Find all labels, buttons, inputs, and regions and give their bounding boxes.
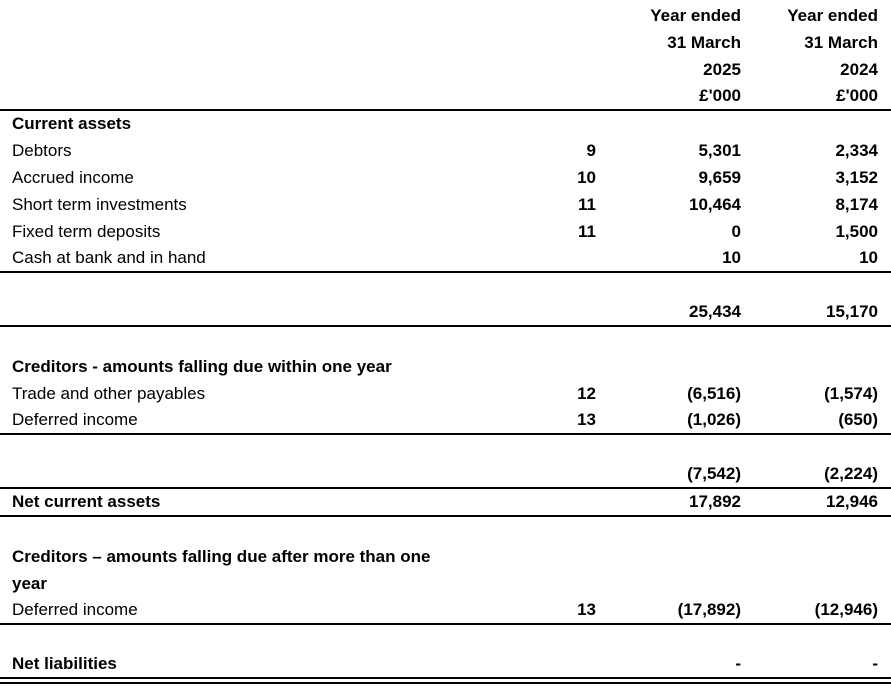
note-ref bbox=[466, 110, 596, 137]
spacer-cell bbox=[0, 516, 466, 543]
amount-2025: (7,542) bbox=[596, 461, 741, 488]
section-heading-text: Creditors – amounts falling due after more than one year bbox=[12, 547, 431, 593]
col-header-2025: Year ended bbox=[650, 6, 741, 25]
spacer-cell bbox=[466, 272, 596, 299]
amount-2024: 2,334 bbox=[835, 141, 878, 160]
row-current-assets-heading bbox=[0, 110, 891, 137]
note-ref bbox=[466, 651, 596, 681]
amount-2025 bbox=[596, 543, 741, 597]
note-ref: 12 bbox=[577, 384, 596, 403]
amount-2025: 10,464 bbox=[689, 195, 741, 214]
header-spacer bbox=[0, 29, 466, 56]
spacer-cell bbox=[466, 326, 596, 353]
note-ref: 11 bbox=[578, 222, 596, 241]
spacer-cell bbox=[596, 624, 741, 651]
row-net-current-assets bbox=[0, 488, 891, 516]
row-label: Fixed term deposits bbox=[12, 222, 161, 241]
amount-2024: 12,946 bbox=[741, 488, 891, 516]
amount-2025: (17,892) bbox=[596, 597, 741, 624]
amount-2025: 10 bbox=[596, 245, 741, 272]
spacer-row bbox=[0, 272, 891, 299]
col-header-2025: 31 March bbox=[667, 33, 741, 52]
header-row-units bbox=[0, 83, 891, 110]
row-creditors-after-one-year-heading bbox=[0, 543, 891, 597]
row-label: Net liabilities bbox=[0, 651, 466, 681]
spacer-cell bbox=[596, 516, 741, 543]
spacer-cell bbox=[0, 326, 466, 353]
spacer-cell bbox=[0, 624, 466, 651]
note-ref bbox=[466, 461, 596, 488]
row-label: Cash at bank and in hand bbox=[0, 245, 466, 272]
col-header-2024: 2024 bbox=[840, 60, 878, 79]
amount-2024: 8,174 bbox=[835, 195, 878, 214]
spacer-cell bbox=[0, 272, 466, 299]
row-label bbox=[0, 299, 466, 326]
spacer-cell bbox=[596, 326, 741, 353]
note-ref bbox=[466, 543, 596, 597]
section-heading: Current assets bbox=[12, 114, 132, 133]
col-header-2024: 31 March bbox=[804, 33, 878, 52]
amount-2024: - bbox=[741, 651, 891, 681]
spacer-cell bbox=[741, 624, 891, 651]
header-spacer bbox=[466, 2, 596, 29]
spacer-cell bbox=[596, 434, 741, 461]
spacer-cell bbox=[741, 434, 891, 461]
section-heading bbox=[0, 543, 466, 597]
note-ref: 11 bbox=[578, 195, 596, 214]
amount-2024 bbox=[741, 353, 891, 380]
spacer-cell bbox=[466, 516, 596, 543]
row-label: Short term investments bbox=[12, 195, 187, 214]
amount-2024: 15,170 bbox=[741, 299, 891, 326]
row-label: Deferred income bbox=[0, 597, 466, 624]
amount-2025: (1,026) bbox=[596, 407, 741, 434]
header-spacer bbox=[0, 56, 466, 83]
spacer-cell bbox=[466, 434, 596, 461]
spacer-row bbox=[0, 434, 891, 461]
header-spacer bbox=[466, 29, 596, 56]
row-creditors-within-one-year-heading bbox=[0, 353, 891, 380]
row-total-creditors-within bbox=[0, 461, 891, 488]
amount-2025: (6,516) bbox=[687, 384, 741, 403]
note-ref bbox=[466, 353, 596, 380]
amount-2024: (1,574) bbox=[824, 384, 878, 403]
row-cash-at-bank bbox=[0, 245, 891, 272]
note-ref: 10 bbox=[577, 168, 596, 187]
amount-2024: 10 bbox=[741, 245, 891, 272]
row-accrued-income bbox=[0, 164, 891, 191]
header-row-year-ended bbox=[0, 2, 891, 29]
row-label: Net current assets bbox=[0, 488, 466, 516]
row-label: Accrued income bbox=[12, 168, 134, 187]
amount-2025 bbox=[596, 353, 741, 380]
row-label bbox=[0, 461, 466, 488]
row-debtors bbox=[0, 137, 891, 164]
note-ref bbox=[466, 245, 596, 272]
col-header-2024-units: £'000 bbox=[741, 83, 891, 110]
amount-2024: (2,224) bbox=[741, 461, 891, 488]
amount-2025: 5,301 bbox=[698, 141, 741, 160]
amount-2024 bbox=[741, 543, 891, 597]
col-header-2025: 2025 bbox=[703, 60, 741, 79]
spacer-cell bbox=[741, 272, 891, 299]
header-row-date bbox=[0, 29, 891, 56]
row-label: Trade and other payables bbox=[12, 384, 206, 403]
col-header-2025-units: £'000 bbox=[596, 83, 741, 110]
note-ref: 13 bbox=[466, 597, 596, 624]
row-label: Debtors bbox=[12, 141, 72, 160]
note-ref: 9 bbox=[586, 141, 596, 160]
spacer-cell bbox=[741, 516, 891, 543]
spacer-cell bbox=[596, 272, 741, 299]
spacer-row bbox=[0, 326, 891, 353]
spacer-cell bbox=[466, 624, 596, 651]
section-heading: Creditors - amounts falling due within one year bbox=[12, 357, 392, 376]
note-ref: 13 bbox=[466, 407, 596, 434]
header-spacer bbox=[466, 83, 596, 110]
header-row-year bbox=[0, 56, 891, 83]
amount-2024: (650) bbox=[741, 407, 891, 434]
amount-2025 bbox=[596, 110, 741, 137]
spacer-row bbox=[0, 624, 891, 651]
row-label: Deferred income bbox=[0, 407, 466, 434]
amount-2025: 0 bbox=[731, 222, 741, 241]
amount-2024 bbox=[741, 110, 891, 137]
amount-2024: 1,500 bbox=[835, 222, 878, 241]
row-net-liabilities bbox=[0, 651, 891, 681]
spacer-cell bbox=[741, 326, 891, 353]
row-deferred-income-after bbox=[0, 597, 891, 624]
row-short-term-investments bbox=[0, 191, 891, 218]
note-ref bbox=[466, 488, 596, 516]
col-header-2024: Year ended bbox=[787, 6, 878, 25]
amount-2024: 3,152 bbox=[835, 168, 878, 187]
row-trade-and-other-payables bbox=[0, 380, 891, 407]
amount-2025: 25,434 bbox=[596, 299, 741, 326]
row-deferred-income-within bbox=[0, 407, 891, 434]
amount-2024: (12,946) bbox=[741, 597, 891, 624]
amount-2025: 17,892 bbox=[596, 488, 741, 516]
row-total-current-assets bbox=[0, 299, 891, 326]
note-ref bbox=[466, 299, 596, 326]
spacer-cell bbox=[0, 434, 466, 461]
amount-2025: 9,659 bbox=[698, 168, 741, 187]
spacer-row bbox=[0, 516, 891, 543]
header-spacer bbox=[466, 56, 596, 83]
header-spacer bbox=[0, 83, 466, 110]
financial-statement-table bbox=[0, 2, 891, 684]
amount-2025: - bbox=[596, 651, 741, 681]
row-fixed-term-deposits bbox=[0, 218, 891, 245]
header-spacer bbox=[0, 2, 466, 29]
